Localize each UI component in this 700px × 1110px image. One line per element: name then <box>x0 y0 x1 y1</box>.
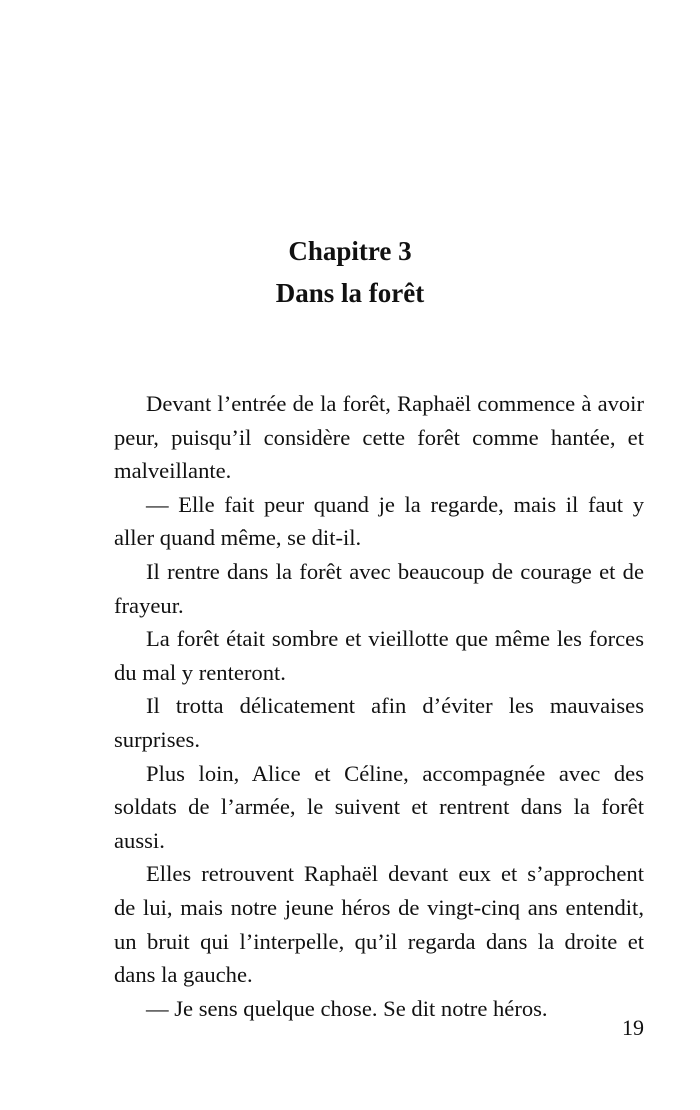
paragraph: Elles retrouvent Raphaël devant eux et s’approchent de lui, mais notre jeune héros de vingt-cinq ans entendit, un bruit qui l’interpelle, qu’il regarda dans la droite et dans la gauche. <box>114 861 644 988</box>
paragraph: La forêt était sombre et vieillotte que même les forces du mal y renteront. <box>114 626 644 685</box>
paragraph: — Elle fait peur quand je la regarde, mais il faut y aller quand même, se dit-il. <box>114 491 644 551</box>
paragraph: Il rentre dans la forêt avec beaucoup de courage et de frayeur. <box>114 558 644 618</box>
page-number: 19 <box>622 1015 644 1040</box>
paragraph: — Je sens quelque chose. Se dit notre héros. <box>146 995 548 1021</box>
chapter-title: Dans la forêt <box>275 278 425 308</box>
chapter-heading <box>0 230 700 314</box>
paragraph: Plus loin, Alice et Céline, accompagnée avec des soldats de l’armée, le suivent et rentrent dans la forêt aussi. <box>114 760 644 853</box>
paragraph: Devant l’entrée de la forêt, Raphaël commence à avoir peur, puisqu’il considère cette forêt comme hantée, et malveillante. <box>114 391 644 484</box>
paragraph: Il trotta délicatement afin d’éviter les mauvaises surprises. <box>114 693 644 752</box>
chapter-body <box>114 387 644 1025</box>
chapter-number: Chapitre 3 <box>288 236 412 266</box>
